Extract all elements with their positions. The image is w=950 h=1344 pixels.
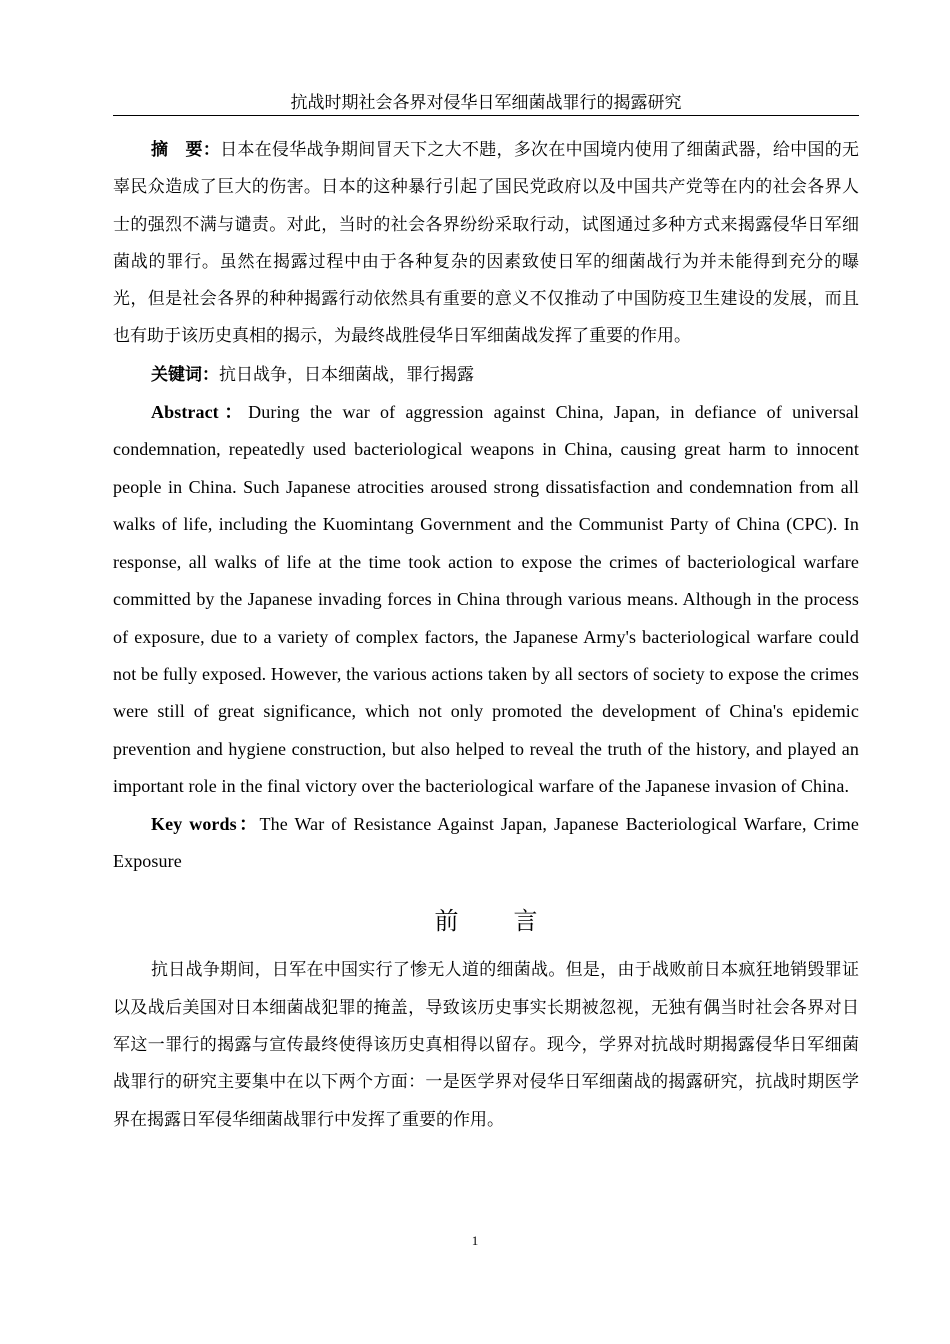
keywords-zh <box>113 357 859 394</box>
keywords-en-label: Key words： <box>151 813 260 834</box>
abstract-en-label: Abstract： <box>151 402 249 423</box>
abstract-zh-label: 摘 要： <box>151 140 221 160</box>
keywords-zh-label: 关键词： <box>151 364 219 385</box>
preface-heading: 前言 <box>434 907 593 936</box>
abstract-zh <box>113 132 859 356</box>
keywords-en <box>113 806 859 881</box>
preface-paragraph: 抗日战争期间，日军在中国实行了惨无人道的细菌战。但是，由于战败前日本疯狂地销毁罪证以及战后美国对日本细菌战犯罪的掩盖，导致该历史事实长期被忽视，无独有偶当时社会各界对日军这一罪行的揭露与宣传最终使得该历史真相得以留存。现今，学界对抗战时期揭露侵华日军细菌战罪行的研究主要集中在以下两个方面：一是医学界对侵华日军细菌战的揭露研究，抗战时期医学界在揭露日军侵华细菌战罪行中发挥了重要的作用。 <box>113 960 859 1130</box>
keywords-zh-text: 抗日战争，日本细菌战，罪行揭露 <box>219 364 474 385</box>
page-number: 1 <box>471 1233 479 1248</box>
running-header: 抗战时期社会各界对侵华日军细菌战罪行的揭露研究 <box>290 93 682 113</box>
abstract-zh-text: 日本在侵华战争期间冒天下之大不韪，多次在中国境内使用了细菌武器，给中国的无辜民众造成了巨大的伤害。日本的这种暴行引起了国民党政府以及中国共产党等在内的社会各界人士的强烈不满与谴责。对此，当时的社会各界纷纷采取行动，试图通过多种方式来揭露侵华日军细菌战的罪行。虽然在揭露过程中由于各种复杂的因素致使日军的细菌战行为并未能得到充分的曝光，但是社会各界的种种揭露行动依然具有重要的意义不仅推动了中国防疫卫生建设的发展，而且也有助于该历史真相的揭示，为最终战胜侵华日军细菌战发挥了重要的作用。 <box>113 140 860 347</box>
page-body <box>113 132 859 1139</box>
abstract-en <box>113 394 859 805</box>
abstract-en-text: During the war of aggression against China, Japan, in defiance of universal condemnation, repeatedly used bacteriological weapons in China, causing great harm to innocent people in China. Such Japanese atrocities aroused strong dissatisfaction and condemnation from all walks of life, including the Kuomintang Government and the Communist Party of China (CPC). In response, all walks of life at the time took action to expose the crimes of bacteriological warfare committed by the Japanese invading forces in China through various means. Although in the process of exposure, due to a variety of complex factors, the Japanese Army's bacteriological warfare could not be fully exposed. However, the various actions taken by all sectors of society to expose the crimes were still of great significance, which not only promoted the development of China's epidemic prevention and hygiene construction, but also helped to reveal the truth of the history, and played an important role in the final victory over the bacteriological warfare of the Japanese invasion of China. <box>113 402 859 797</box>
header-divider <box>113 115 859 116</box>
keywords-en-text: The War of Resistance Against Japan, Japanese Bacteriological Warfare, Crime Exposure <box>113 813 860 871</box>
